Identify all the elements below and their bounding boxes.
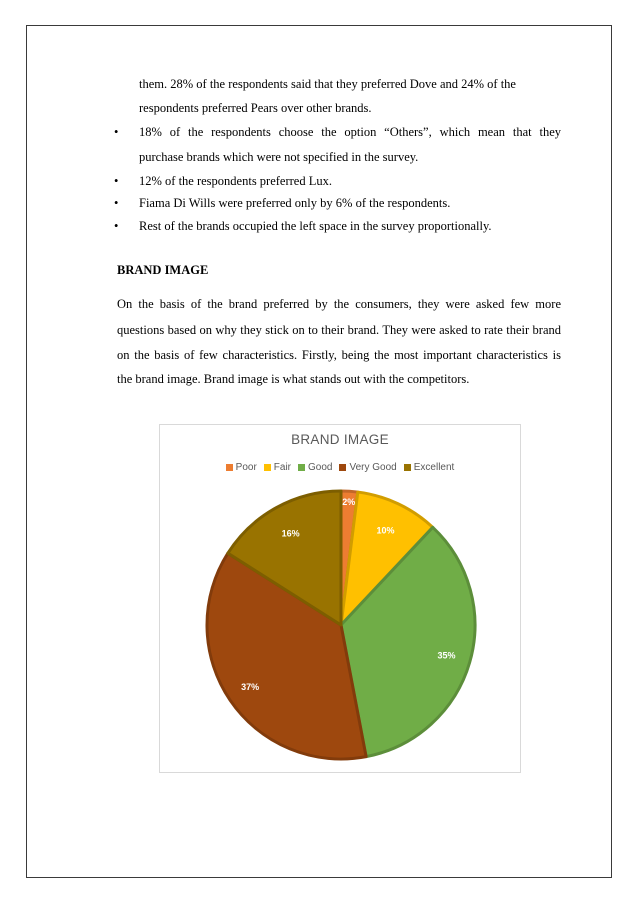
bullet-marker: • — [114, 196, 119, 210]
legend-label: Good — [308, 462, 333, 473]
legend-label: Poor — [235, 462, 257, 473]
paragraph-line: questions based on why they stick on to their brand. They were asked to rate their brand — [117, 323, 561, 337]
bullet-marker: • — [114, 125, 119, 139]
pie-svg — [160, 425, 522, 774]
bullet-text: 18% of the respondents choose the option “Others”, which mean that they — [139, 125, 561, 139]
paragraph-line: On the basis of the brand preferred by the consumers, they were asked few more — [117, 297, 561, 311]
paragraph-line: respondents preferred Pears over other brands. — [139, 101, 372, 115]
bullet-marker: • — [114, 219, 119, 233]
pie-chart — [159, 424, 521, 773]
bullet-text: Fiama Di Wills were preferred only by 6% of the respondents. — [139, 196, 451, 210]
paragraph-line: the brand image. Brand image is what stands out with the competitors. — [117, 372, 470, 386]
data-label-very-good: 37% — [241, 681, 260, 692]
data-label-excellent: 16% — [281, 528, 300, 539]
section-heading: BRAND IMAGE — [117, 263, 209, 277]
chart-title: BRAND IMAGE — [291, 432, 389, 447]
data-label-fair: 10% — [376, 525, 395, 536]
paragraph-line: them. 28% of the respondents said that they preferred Dove and 24% of the — [139, 77, 516, 91]
data-label-good: 35% — [437, 650, 456, 661]
legend-label: Very Good — [349, 462, 397, 473]
legend-label: Fair — [273, 462, 292, 473]
bullet-marker: • — [114, 174, 119, 188]
paragraph-line: on the basis of few characteristics. Firstly, being the most important characteristics is — [117, 348, 561, 362]
legend-label: Excellent — [413, 462, 455, 473]
bullet-text: Rest of the brands occupied the left space in the survey proportionally. — [139, 219, 492, 233]
bullet-text: 12% of the respondents preferred Lux. — [139, 174, 332, 188]
bullet-text: purchase brands which were not specified in the survey. — [139, 150, 419, 164]
data-label-poor: 2% — [342, 496, 356, 507]
